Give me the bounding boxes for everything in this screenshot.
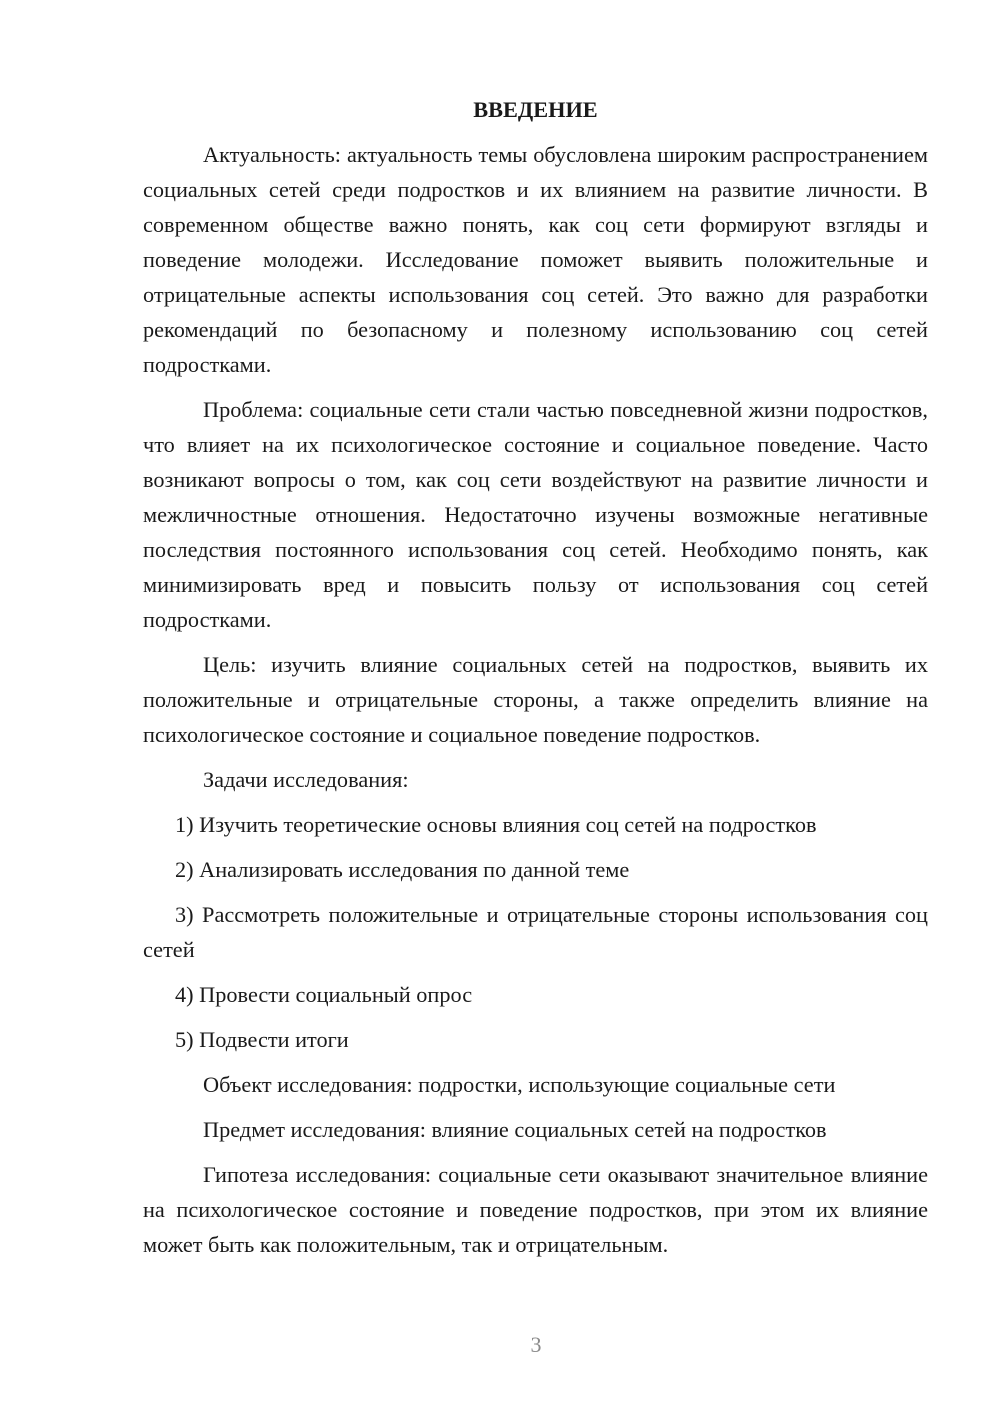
task-item-1: 1) Изучить теоретические основы влияния соц сетей на подростков bbox=[175, 812, 817, 837]
task-item-5: 5) Подвести итоги bbox=[175, 1027, 349, 1052]
paragraph-problem: Проблема: социальные сети стали частью повседневной жизни подростков, что влияет на их психологическое состояние и социальное поведение. Часто возникают вопросы о том, как соц сети воздействуют на развитие личности и межличностные отношения. Недостаточно изучены возможные негативные последствия постоянного использования соц сетей. Необходимо понять, как минимизировать вред и повысить пользу от использования соц сетей подростками. bbox=[143, 397, 928, 632]
page-number: 3 bbox=[530, 1332, 542, 1357]
task-item-4: 4) Провести социальный опрос bbox=[175, 982, 473, 1007]
document-title: ВВЕДЕНИЕ bbox=[473, 97, 598, 122]
task-item-2: 2) Анализировать исследования по данной теме bbox=[175, 857, 630, 882]
tasks-heading: Задачи исследования: bbox=[203, 767, 409, 792]
research-subject: Предмет исследования: влияние социальных сетей на подростков bbox=[203, 1117, 827, 1142]
task-item-3: 3) Рассмотреть положительные и отрицательные стороны использования соц сетей bbox=[143, 902, 928, 962]
paragraph-hypothesis: Гипотеза исследования: социальные сети оказывают значительное влияние на психологическое состояние и поведение подростков, при этом их влияние может быть как положительным, так и отрицательным. bbox=[143, 1162, 928, 1257]
paragraph-goal: Цель: изучить влияние социальных сетей на подростков, выявить их положительные и отрицательные стороны, а также определить влияние на психологическое состояние и социальное поведение подростков. bbox=[143, 652, 928, 747]
document-page bbox=[143, 92, 928, 1272]
paragraph-actuality: Актуальность: актуальность темы обусловлена широким распространением социальных сетей среди подростков и их влиянием на развитие личности. В современном обществе важно понять, как соц сети формируют взгляды и поведение молодежи. Исследование поможет выявить положительные и отрицательные аспекты использования соц сетей. Это важно для разработки рекомендаций по безопасному и полезному использованию соц сетей подростками. bbox=[143, 142, 928, 377]
research-object: Объект исследования: подростки, использующие социальные сети bbox=[203, 1072, 836, 1097]
